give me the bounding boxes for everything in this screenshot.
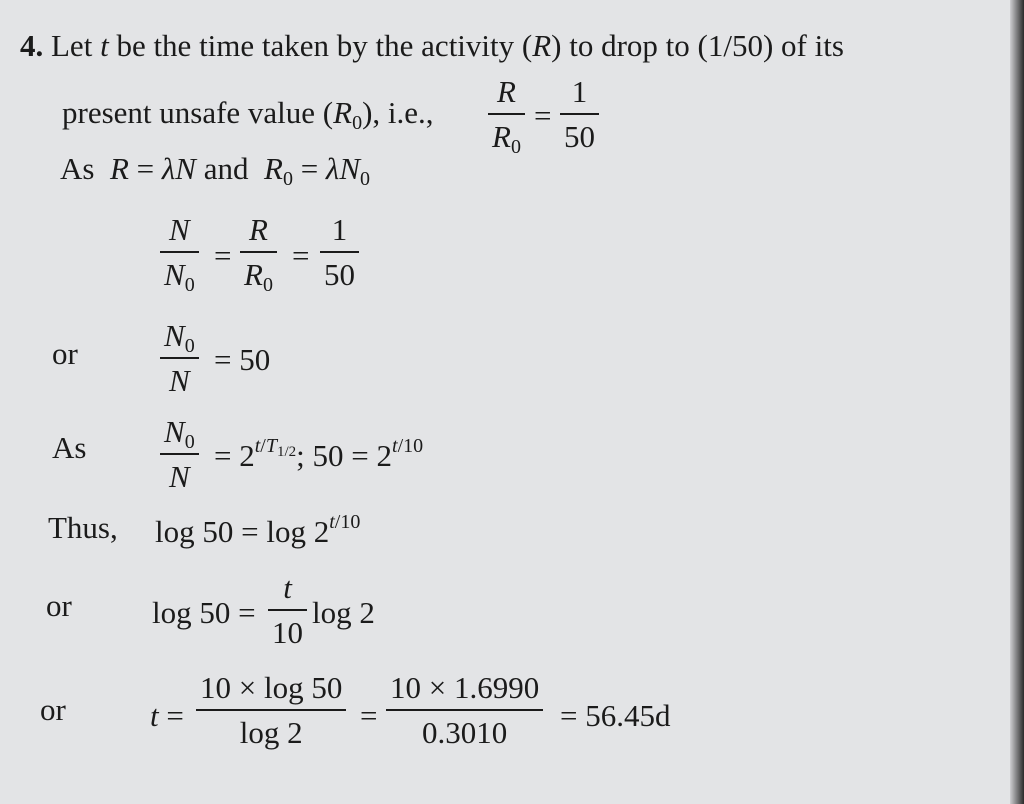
problem-number: 4.	[20, 28, 44, 63]
equals-50: = 50	[214, 342, 271, 377]
log-step-left: log 50 =	[152, 595, 256, 630]
ratio-R-R0-2: $\frac{R}{R_0}$	[240, 214, 277, 290]
equals-sign: =	[360, 698, 378, 733]
t-equals: t =	[150, 698, 184, 733]
label-or-3: or	[40, 692, 66, 727]
ratio-N0-N: $\frac{N_0}{N}$	[160, 320, 199, 396]
exponential-relation: = $2^{t/T_{1/2}}$; $50 = 2^{t/10}$	[214, 435, 424, 473]
fraction-1-50: $\frac{1}{50}$	[560, 76, 599, 152]
fraction-numeric: $\frac{10 \times 1.6990}{0.3010}$	[386, 672, 543, 748]
fraction-t-10: $\frac{t}{10}$	[268, 572, 307, 648]
equals-sign: =	[214, 238, 232, 273]
label-or: or	[52, 336, 78, 371]
page-edge-shadow	[1010, 0, 1024, 804]
step-relation: As R = λN and $R_0 = \lambda N_0$	[60, 151, 371, 190]
ratio-R-R0: $\frac{R}{R_0}$	[488, 76, 525, 152]
label-thus: Thus,	[48, 510, 118, 545]
problem-statement-line2: present unsafe value $(R_0)$, i.e.,	[62, 95, 434, 134]
label-as: As	[52, 430, 87, 465]
log-equation: $\log 50 = \log 2^{t/10}$	[155, 511, 361, 549]
ratio-N0-N-2: $\frac{N_0}{N}$	[160, 416, 199, 492]
final-result: = 56.45d	[560, 698, 671, 733]
fraction-10log50-log2: $\frac{10 \times \log 50}{\log 2}$	[196, 672, 346, 748]
result-value: 56.45d	[585, 698, 671, 733]
label-or-2: or	[46, 588, 72, 623]
ratio-N-N0: $\frac{N}{N_0}$	[160, 214, 199, 290]
equals-sign: =	[292, 238, 310, 273]
fraction-1-50-2: $\frac{1}{50}$	[320, 214, 359, 290]
equals-sign: =	[534, 98, 552, 133]
problem-statement: 4. Let t be the time taken by the activity (R) to drop to (1/50) of its	[20, 28, 844, 63]
log-2: log 2	[312, 595, 375, 630]
